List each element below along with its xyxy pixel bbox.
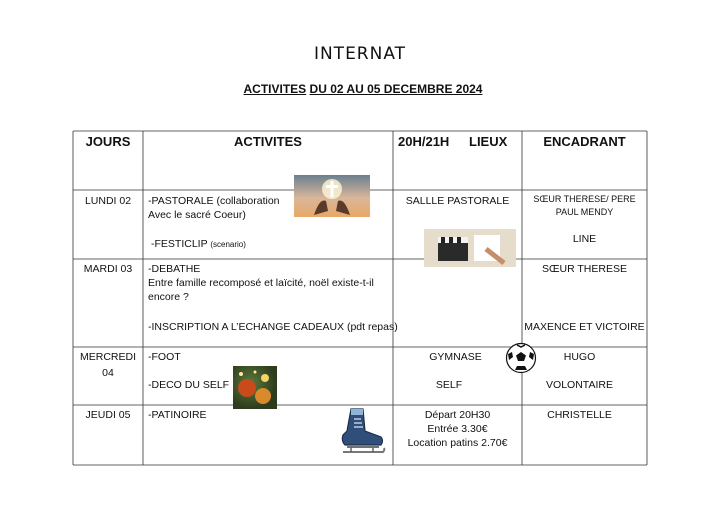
page-subtitle bbox=[0, 82, 720, 96]
header-activites: ACTIVITES bbox=[234, 134, 302, 149]
soccer-ball-icon bbox=[505, 342, 537, 374]
day-mardi: MARDI 03 bbox=[83, 263, 133, 275]
activity-debathe-line2: Entre famille recomposé et laïcité, noël existe-t-il bbox=[148, 277, 374, 289]
clapperboard-image bbox=[424, 229, 516, 267]
activity-festiclip-note: (scenario) bbox=[210, 240, 246, 249]
lieu-location-patins: Location patins 2.70€ bbox=[407, 437, 508, 449]
encadrant-christelle: CHRISTELLE bbox=[547, 409, 612, 421]
activity-foot: -FOOT bbox=[148, 351, 181, 363]
activity-debathe-line3: encore ? bbox=[148, 291, 189, 303]
clapperboard-icon bbox=[424, 229, 516, 267]
page-title: INTERNAT bbox=[313, 44, 407, 64]
header-jours: JOURS bbox=[85, 134, 131, 149]
activity-pastorale-line2: Avec le sacré Coeur) bbox=[148, 209, 246, 221]
activity-festiclip-label: -FESTICLIP bbox=[151, 238, 208, 250]
ice-skate-icon bbox=[337, 405, 387, 457]
lieu-depart: Départ 20H30 bbox=[424, 409, 491, 421]
activity-deco-self: -DECO DU SELF bbox=[148, 379, 230, 391]
prayer-hands-cross-image bbox=[294, 175, 370, 217]
encadrant-volontaire: VOLONTAIRE bbox=[546, 379, 613, 391]
activity-patinoire: -PATINOIRE bbox=[148, 409, 207, 421]
encadrant-soeur-therese-pere-line1: SŒUR THERESE/ PERE bbox=[533, 194, 636, 204]
prayer-hands-cross-icon bbox=[294, 175, 370, 217]
activity-inscription-echange: -INSCRIPTION A L’ECHANGE CADEAUX (pdt repas) bbox=[148, 321, 398, 333]
lieu-self: SELF bbox=[435, 379, 463, 391]
encadrant-soeur-therese: SŒUR THERESE bbox=[542, 263, 627, 275]
lieu-salle-pastorale: SALLLE PASTORALE bbox=[405, 195, 510, 207]
activity-debathe-title: -DEBATHE bbox=[148, 263, 201, 275]
christmas-ornaments-image bbox=[233, 366, 277, 409]
header-encadrant: ENCADRANT bbox=[543, 134, 626, 149]
subtitle-activites: ACTIVITES bbox=[243, 82, 307, 96]
encadrant-maxence-victoire: MAXENCE ET VICTOIRE bbox=[524, 321, 645, 333]
christmas-ornaments-icon bbox=[233, 366, 277, 409]
activity-festiclip bbox=[151, 237, 246, 252]
encadrant-soeur-therese-pere-line2: PAUL MENDY bbox=[555, 207, 614, 217]
encadrant-line: LINE bbox=[572, 233, 597, 245]
subtitle-dates: DU 02 AU 05 DECEMBRE 2024 bbox=[309, 82, 483, 96]
day-mercredi-line1: MERCREDI bbox=[79, 351, 136, 363]
lieu-gymnase: GYMNASE bbox=[429, 351, 482, 363]
activity-pastorale-line1: -PASTORALE (collaboration bbox=[148, 195, 280, 207]
day-jeudi: JEUDI 05 bbox=[85, 409, 131, 421]
header-horaire: 20H/21H bbox=[398, 134, 450, 149]
lieu-entree: Entrée 3.30€ bbox=[427, 423, 488, 435]
day-lundi: LUNDI 02 bbox=[84, 195, 132, 207]
encadrant-hugo: HUGO bbox=[563, 351, 596, 363]
header-lieux: LIEUX bbox=[469, 134, 508, 149]
day-mercredi-line2: 04 bbox=[102, 367, 114, 379]
